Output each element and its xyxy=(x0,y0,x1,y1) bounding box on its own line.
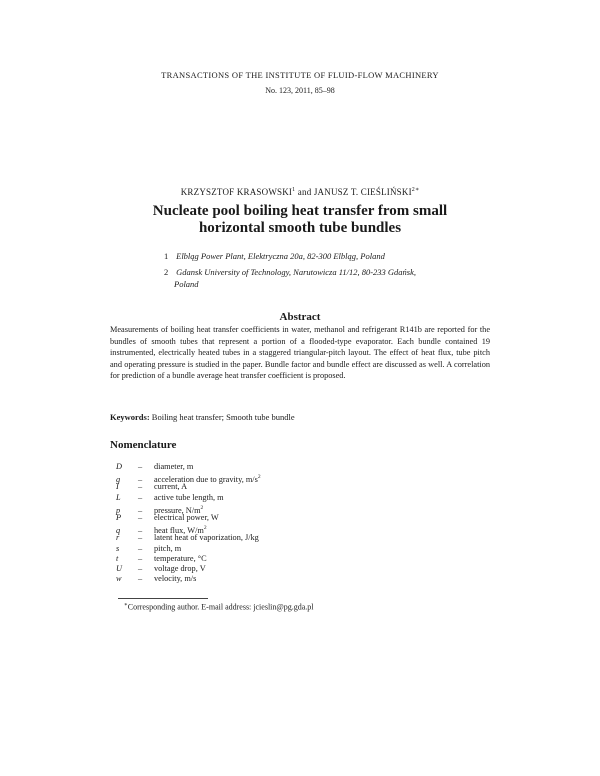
nomenclature-symbol: t xyxy=(116,553,119,563)
nomenclature-description: diameter, m xyxy=(154,462,194,471)
nomenclature-row xyxy=(116,574,261,584)
nomenclature-description: pressure, N/m xyxy=(154,505,201,515)
nomenclature-dash: – xyxy=(138,474,143,484)
nomenclature-description: active tube length, m xyxy=(154,492,224,502)
nomenclature-heading: Nomenclature xyxy=(110,439,177,451)
nomenclature-row xyxy=(116,462,261,472)
title-line-2: horizontal smooth tube bundles xyxy=(198,220,402,236)
nomenclature-row xyxy=(116,472,261,482)
nomenclature-description: velocity, m/s xyxy=(154,574,197,584)
nomenclature-symbol: g xyxy=(116,474,121,484)
nomenclature-symbol: D xyxy=(116,462,122,471)
affiliation-2-text: Gdansk University of Technology, Narutowicza 11/12, 80-233 Gdańsk, xyxy=(176,267,417,277)
footnote xyxy=(124,602,314,612)
nomenclature-dash: – xyxy=(138,525,143,535)
nomenclature-dash: – xyxy=(138,512,143,522)
nomenclature-exponent: 2 xyxy=(203,525,207,532)
nomenclature-row xyxy=(116,523,261,533)
nomenclature-description: voltage drop, V xyxy=(154,563,206,573)
nomenclature-dash: – xyxy=(138,492,143,502)
nomenclature-description: latent heat of vaporization, J/kg xyxy=(154,533,259,543)
nomenclature-description: acceleration due to gravity, m/s xyxy=(154,474,258,484)
nomenclature-row xyxy=(116,493,261,503)
nomenclature-dash: – xyxy=(138,533,143,543)
affiliation-2-number: 2 xyxy=(164,267,169,277)
nomenclature-description: electrical power, W xyxy=(154,512,219,522)
affiliation-1-number: 1 xyxy=(164,251,169,261)
paper-title xyxy=(0,203,600,237)
author-line xyxy=(0,186,600,197)
author-2: JANUSZ T. CIEŚLIŃSKI xyxy=(313,187,412,197)
nomenclature-row xyxy=(116,533,261,543)
abstract-heading: Abstract xyxy=(279,311,321,323)
nomenclature-symbol: I xyxy=(116,482,119,492)
nomenclature-symbol: r xyxy=(116,533,120,543)
affiliation-1-text: Elbląg Power Plant, Elektryczna 20a, 82-300 Elbląg, Poland xyxy=(176,251,385,261)
affiliation-1 xyxy=(164,250,464,262)
nomenclature-row xyxy=(116,544,261,554)
nomenclature-list xyxy=(116,462,261,584)
nomenclature-row xyxy=(116,564,261,574)
nomenclature-symbol: s xyxy=(116,543,120,553)
journal-name: TRANSACTIONS OF THE INSTITUTE OF FLUID-FLOW MACHINERY xyxy=(161,70,439,80)
nomenclature-dash: – xyxy=(138,553,143,563)
nomenclature-symbol: q xyxy=(116,525,121,535)
keywords-text: Boiling heat transfer; Smooth tube bundle xyxy=(151,412,295,422)
nomenclature-description: pitch, m xyxy=(154,543,182,553)
nomenclature-row xyxy=(116,503,261,513)
nomenclature-dash: – xyxy=(138,543,143,553)
nomenclature-dash: – xyxy=(138,563,143,573)
nomenclature-row xyxy=(116,554,261,564)
nomenclature-symbol: w xyxy=(116,574,122,584)
nomenclature-symbol: p xyxy=(116,505,121,515)
footnote-text: Corresponding author. E-mail address: jcieslin@pg.gda.pl xyxy=(127,602,314,612)
title-line-1: Nucleate pool boiling heat transfer from small xyxy=(152,203,448,219)
nomenclature-symbol: U xyxy=(116,563,122,573)
affiliation-2-continuation: Poland xyxy=(174,279,199,289)
keywords xyxy=(110,412,295,422)
author-2-mark: 2∗ xyxy=(411,187,420,193)
nomenclature-symbol: L xyxy=(116,492,121,502)
nomenclature-description: temperature, °C xyxy=(154,553,207,563)
nomenclature-row xyxy=(116,513,261,523)
author-1-mark: 1 xyxy=(292,187,296,193)
nomenclature-dash: – xyxy=(138,505,143,515)
abstract-text: Measurements of boiling heat transfer coefficients in water, methanol and refrigerant R141b are reported for the bundles of smooth tubes that represent a portion of a flooded-type evaporator. Each bundle contained 19 instrumented, electrically heated tubes in a staggered triangular-pitch layout. The effect of heat flux, tube pitch and operating pressure is studied in the paper. Bundle factor and bundle effect are discussed as well. A correlation for prediction of a bundle average heat transfer coefficient is proposed. xyxy=(110,325,490,381)
nomenclature-exponent: 2 xyxy=(200,504,204,511)
nomenclature-symbol: P xyxy=(116,512,122,522)
nomenclature-description: heat flux, W/m xyxy=(154,525,204,535)
nomenclature-dash: – xyxy=(138,462,143,471)
nomenclature-description: current, A xyxy=(154,482,188,492)
author-joiner: and xyxy=(297,187,312,197)
nomenclature-exponent: 2 xyxy=(257,474,261,481)
nomenclature-dash: – xyxy=(138,482,143,492)
volume-info: No. 123, 2011, 85–98 xyxy=(265,86,335,95)
nomenclature-dash: – xyxy=(138,574,143,584)
footnote-rule xyxy=(118,598,208,599)
keywords-label: Keywords: xyxy=(110,412,150,422)
author-1: KRZYSZTOF KRASOWSKI xyxy=(180,187,293,197)
affiliation-2 xyxy=(164,266,464,290)
footnote-mark: ∗ xyxy=(124,602,128,608)
